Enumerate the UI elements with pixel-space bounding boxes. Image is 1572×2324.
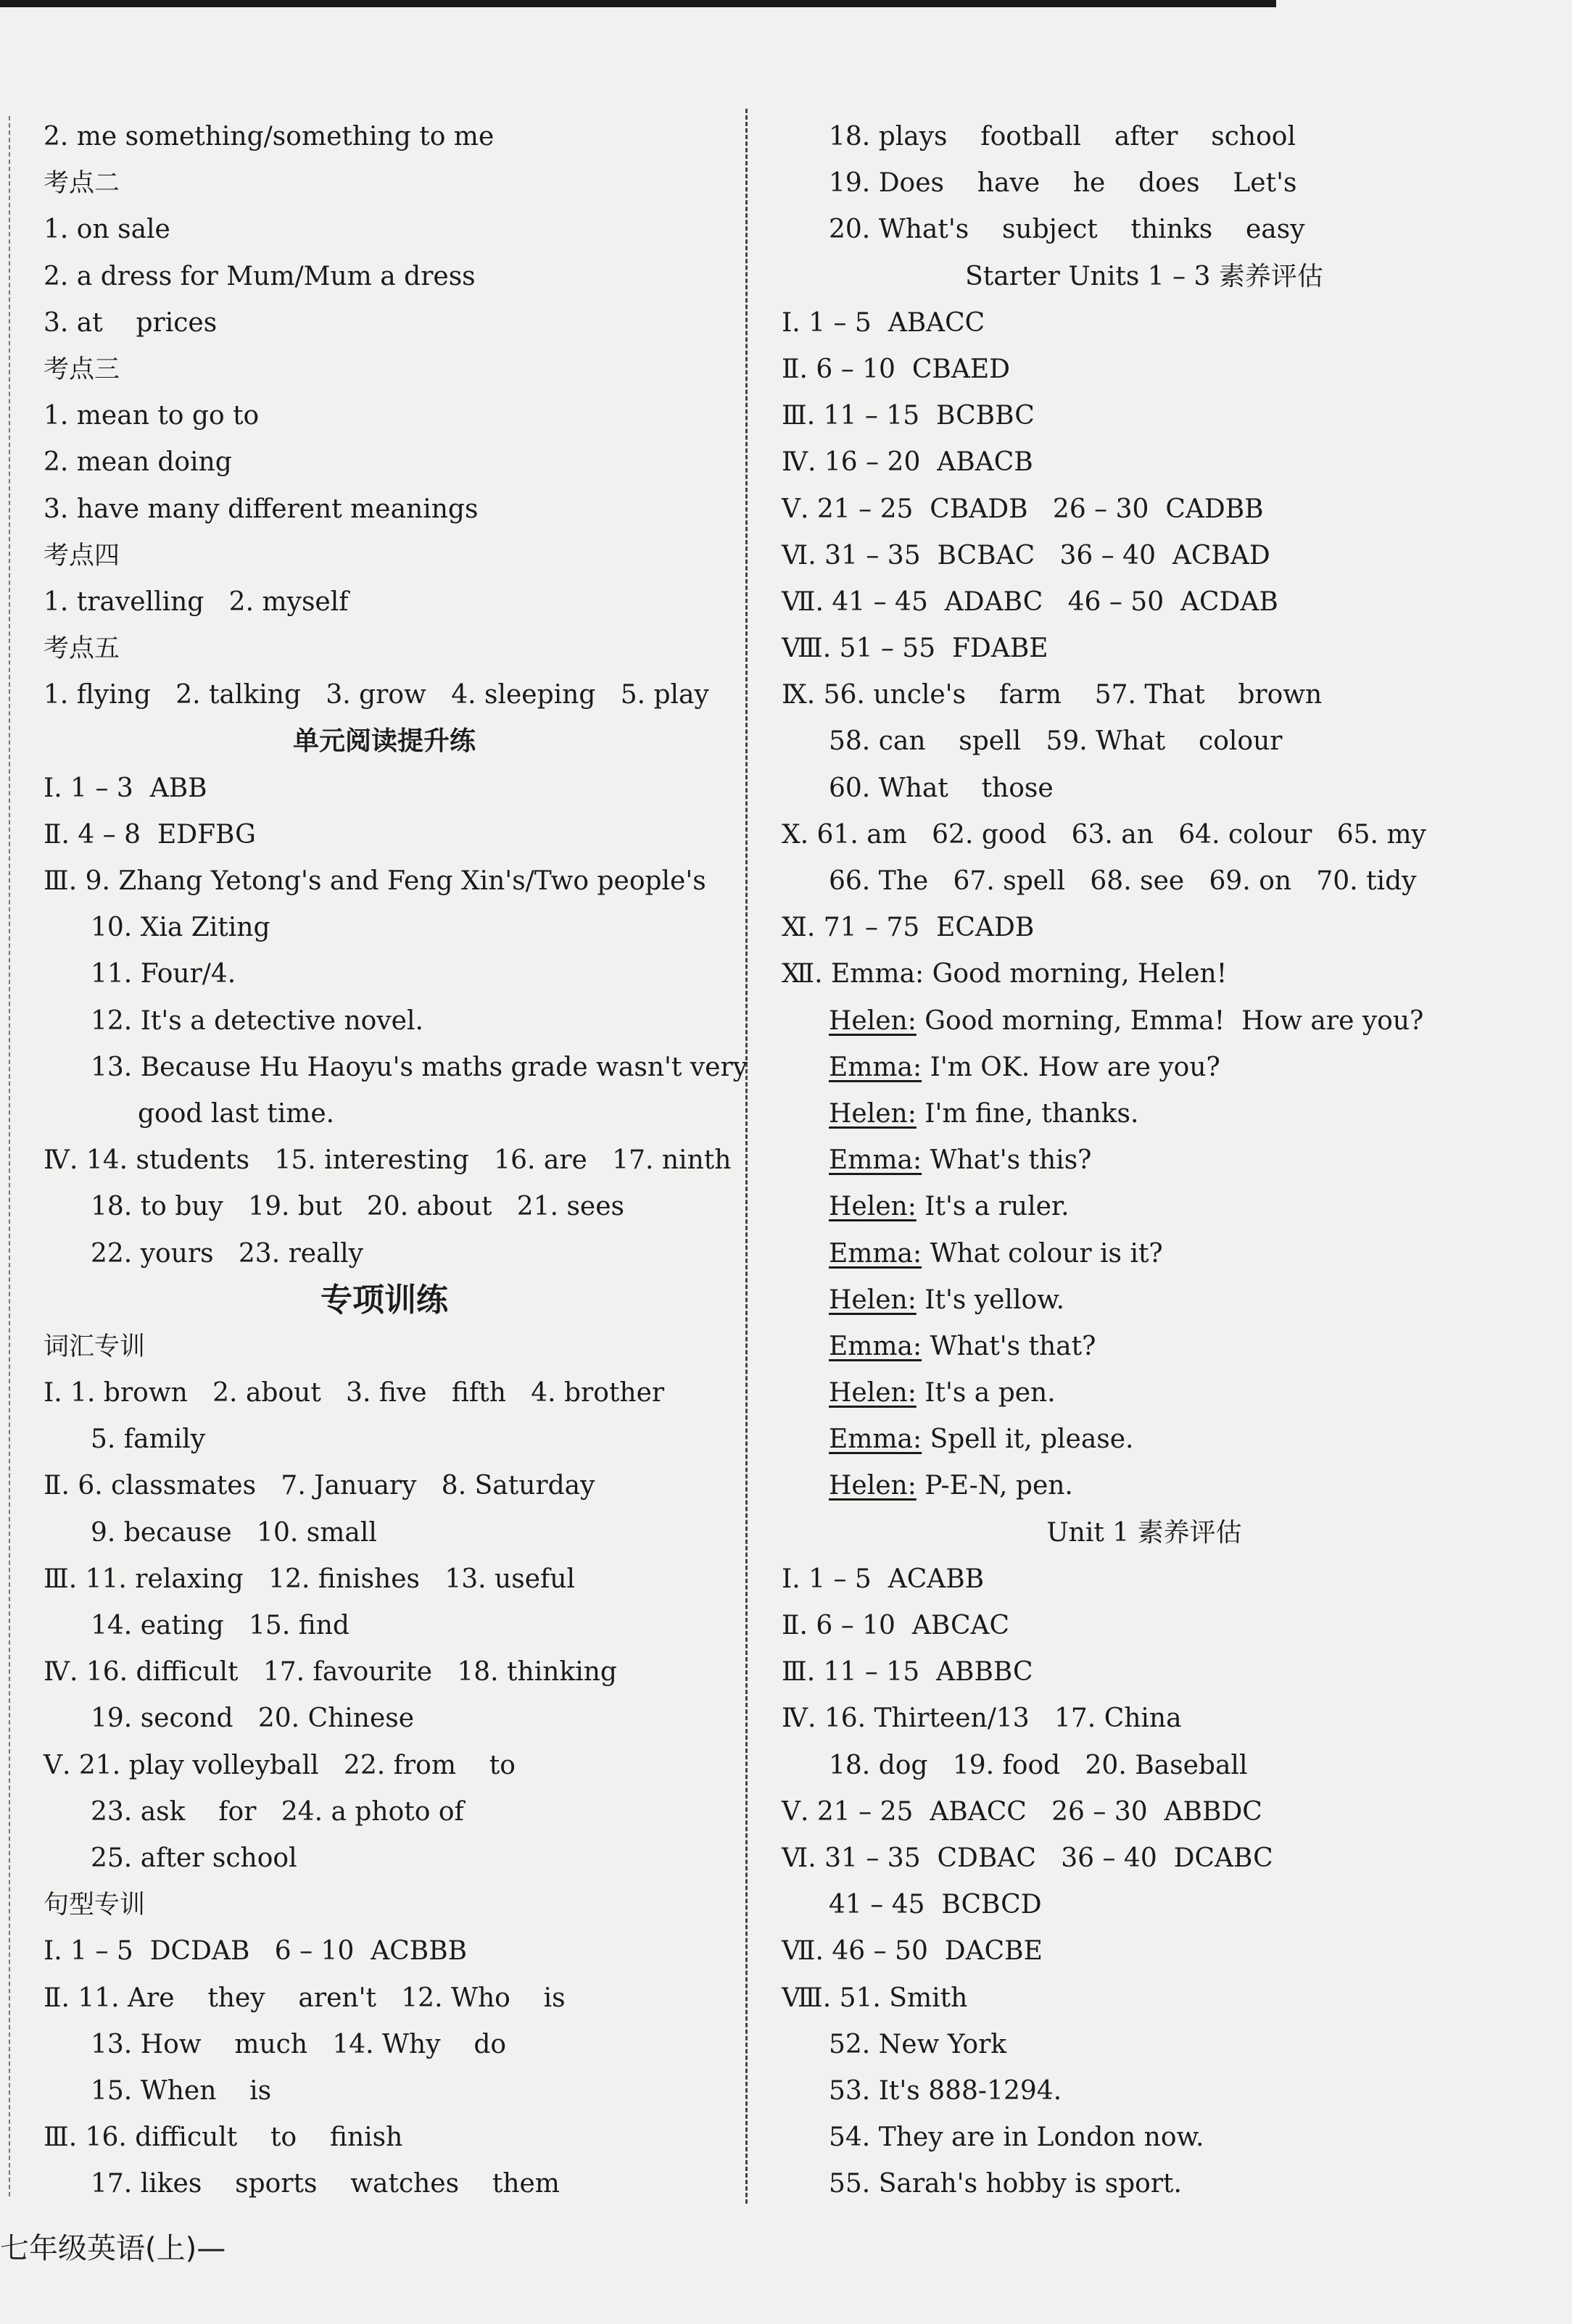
speaker-name: Helen: xyxy=(829,1192,917,1222)
answer-line: 10. Xia Ziting xyxy=(91,913,270,943)
left-margin-line xyxy=(9,116,10,2196)
answer-line: 18. plays football after school xyxy=(829,122,1296,152)
answer-line: Ⅲ. 11 – 15 BCBBC xyxy=(782,401,1035,431)
answer-line: Ⅶ. 46 – 50 DACBE xyxy=(782,1936,1043,1967)
section-heading: 考点四 xyxy=(44,541,120,570)
answer-line: 1. mean to go to xyxy=(44,401,260,431)
section-title: Unit 1 素养评估 xyxy=(1046,1517,1242,1548)
dialog-text: What's that? xyxy=(922,1331,1096,1361)
section-heading: 考点五 xyxy=(44,634,120,664)
dialog-text: It's yellow. xyxy=(916,1285,1065,1315)
answer-line: Ⅷ. 51. Smith xyxy=(782,1983,968,2013)
speaker-name: Emma: xyxy=(829,1424,922,1455)
answer-line: 9. because 10. small xyxy=(91,1517,377,1548)
answer-line: Ⅰ. 1 – 5 ABACC xyxy=(782,307,985,338)
answer-line xyxy=(782,998,1507,1045)
section-title: Starter Units 1 – 3 素养评估 xyxy=(965,261,1323,291)
answer-line: Ⅱ. 4 – 8 EDFBG xyxy=(44,819,256,850)
answer-line: Ⅷ. 51 – 55 FDABE xyxy=(782,634,1048,664)
dialog-text: What's this? xyxy=(922,1145,1092,1176)
answer-line xyxy=(782,1091,1507,1137)
answer-line: 18. dog 19. food 20. Baseball xyxy=(829,1750,1248,1780)
answer-line: 20. What's subject thinks easy xyxy=(829,215,1305,245)
answer-line: good last time. xyxy=(138,1098,335,1129)
answer-line: Ⅱ. 11. Are they aren't 12. Who is xyxy=(44,1983,566,2013)
answer-line: Ⅰ. 1 – 3 ABB xyxy=(44,773,207,803)
answer-line: Ⅲ. 16. difficult to finish xyxy=(44,2122,403,2153)
page-footer: 七年级英语(上)— xyxy=(0,2232,226,2265)
answer-line: Ⅺ. 71 – 75 ECADB xyxy=(782,913,1035,943)
dialog-text: It's a ruler. xyxy=(916,1192,1070,1222)
answer-line: 3. have many different meanings xyxy=(44,494,479,524)
dialog-text: I'm fine, thanks. xyxy=(916,1098,1139,1129)
answer-line: 15. When is xyxy=(91,2075,272,2106)
answer-line: Ⅰ. 1. brown 2. about 3. five fifth 4. brother xyxy=(44,1378,665,1408)
answer-line: 55. Sarah's hobby is sport. xyxy=(829,2169,1182,2199)
answer-line: 23. ask for 24. a photo of xyxy=(91,1796,464,1827)
answer-line: 53. It's 888-1294. xyxy=(829,2075,1062,2106)
speaker-name: Emma: xyxy=(829,1238,922,1269)
dialog-text: I'm OK. How are you? xyxy=(922,1052,1220,1082)
answer-line: 18. to buy 19. but 20. about 21. sees xyxy=(91,1192,625,1222)
answer-line: Ⅴ. 21. play volleyball 22. from to xyxy=(44,1750,516,1780)
answer-line xyxy=(782,1324,1507,1370)
answer-line: 5. family xyxy=(91,1424,206,1455)
answer-line: 1. travelling 2. myself xyxy=(44,586,349,617)
answer-line: Ⅵ. 31 – 35 CDBAC 36 – 40 DCABC xyxy=(782,1843,1273,1873)
answer-line: 3. at prices xyxy=(44,307,218,338)
answer-line xyxy=(782,1277,1507,1324)
answer-line xyxy=(782,1045,1507,1091)
speaker-name: Emma: xyxy=(829,1145,922,1176)
answer-line: Ⅰ. 1 – 5 DCDAB 6 – 10 ACBBB xyxy=(44,1936,468,1967)
answer-line: 11. Four/4. xyxy=(91,959,236,989)
right-column xyxy=(782,114,1507,2207)
answer-line: Ⅶ. 41 – 45 ADABC 46 – 50 ACDAB xyxy=(782,586,1278,617)
answer-line: 54. They are in London now. xyxy=(829,2122,1204,2153)
dialog-text: Spell it, please. xyxy=(922,1424,1134,1455)
speaker-name: Helen: xyxy=(829,1098,917,1129)
answer-line: 12. It's a detective novel. xyxy=(91,1005,423,1036)
answer-line: Ⅸ. 56. uncle's farm 57. That brown xyxy=(782,680,1323,710)
answer-line: Ⅻ. Emma: Good morning, Helen! xyxy=(782,959,1228,989)
answer-line: Ⅱ. 6. classmates 7. January 8. Saturday xyxy=(44,1471,595,1501)
answer-line: 13. Because Hu Haoyu's maths grade wasn't very xyxy=(91,1052,748,1082)
answer-line: 19. Does have he does Let's xyxy=(829,168,1297,199)
dialog-text: Good morning, Emma! How are you? xyxy=(916,1005,1424,1036)
answer-line xyxy=(782,1231,1507,1277)
answer-line: 2. a dress for Mum/Mum a dress xyxy=(44,261,476,291)
answer-line: 19. second 20. Chinese xyxy=(91,1703,415,1734)
answer-line xyxy=(782,1370,1507,1416)
answer-line: Ⅲ. 11 – 15 ABBBC xyxy=(782,1657,1033,1688)
section-heading: 考点三 xyxy=(44,354,120,384)
answer-line: 13. How much 14. Why do xyxy=(91,2029,507,2059)
answer-line xyxy=(782,1184,1507,1230)
speaker-name: Emma: xyxy=(829,1331,922,1361)
answer-line: 17. likes sports watches them xyxy=(91,2169,560,2199)
dialog-text: It's a pen. xyxy=(916,1378,1056,1408)
answer-line: Ⅱ. 6 – 10 ABCAC xyxy=(782,1611,1010,1640)
answer-line: Ⅵ. 31 – 35 BCBAC 36 – 40 ACBAD xyxy=(782,540,1270,570)
answer-line: 22. yours 23. really xyxy=(91,1238,363,1269)
answer-line: Ⅲ. 11. relaxing 12. finishes 13. useful xyxy=(44,1564,576,1594)
dialog-text: What colour is it? xyxy=(922,1238,1163,1269)
answer-line: Ⅳ. 14. students 15. interesting 16. are 17. ninth xyxy=(44,1145,732,1176)
speaker-name: Helen: xyxy=(829,1471,917,1501)
answer-line: 2. mean doing xyxy=(44,447,232,478)
dialog-text: P-E-N, pen. xyxy=(916,1471,1073,1501)
top-edge-bar xyxy=(0,0,1276,7)
section-heading: 考点二 xyxy=(44,169,120,199)
answer-line: Ⅹ. 61. am 62. good 63. an 64. colour 65. my xyxy=(782,819,1426,850)
speaker-name: Helen: xyxy=(829,1005,917,1036)
answer-line: Ⅴ. 21 – 25 CBADB 26 – 30 CADBB xyxy=(782,494,1264,524)
answer-line: 14. eating 15. find xyxy=(91,1611,349,1640)
section-title: 单元阅读提升练 xyxy=(292,726,476,757)
speaker-name: Emma: xyxy=(829,1052,922,1082)
answer-line: Ⅴ. 21 – 25 ABACC 26 – 30 ABBDC xyxy=(782,1796,1262,1827)
answer-line: 1. on sale xyxy=(44,215,170,245)
answer-line: 58. can spell 59. What colour xyxy=(829,726,1283,757)
section-title: 专项训练 xyxy=(320,1281,448,1319)
speaker-name: Helen: xyxy=(829,1378,917,1408)
answer-line: 1. flying 2. talking 3. grow 4. sleeping 5. play xyxy=(44,680,709,710)
section-heading: 句型专训 xyxy=(44,1891,146,1920)
column-divider xyxy=(745,109,748,2204)
answer-line: Ⅰ. 1 – 5 ACABB xyxy=(782,1564,985,1594)
answer-line: 41 – 45 BCBCD xyxy=(829,1890,1042,1920)
answer-line: 2. me something/something to me xyxy=(44,122,495,152)
answer-line: Ⅱ. 6 – 10 CBAED xyxy=(782,354,1010,384)
answer-line xyxy=(782,1416,1507,1463)
answer-line: Ⅲ. 9. Zhang Yetong's and Feng Xin's/Two people's xyxy=(44,866,706,896)
answer-line: Ⅳ. 16. Thirteen/13 17. China xyxy=(782,1703,1182,1734)
answer-line: Ⅳ. 16 – 20 ABACB xyxy=(782,447,1033,478)
answer-line: 60. What those xyxy=(829,773,1054,803)
answer-line xyxy=(782,1463,1507,1509)
answer-line: Ⅳ. 16. difficult 17. favourite 18. thinking xyxy=(44,1657,617,1688)
answer-line: 52. New York xyxy=(829,2029,1007,2059)
answer-line: 66. The 67. spell 68. see 69. on 70. tidy xyxy=(829,866,1417,896)
speaker-name: Helen: xyxy=(829,1285,917,1315)
section-heading: 词汇专训 xyxy=(44,1332,146,1361)
answer-line: 25. after school xyxy=(91,1843,297,1873)
answer-line xyxy=(782,1137,1507,1184)
left-column xyxy=(44,114,748,2207)
